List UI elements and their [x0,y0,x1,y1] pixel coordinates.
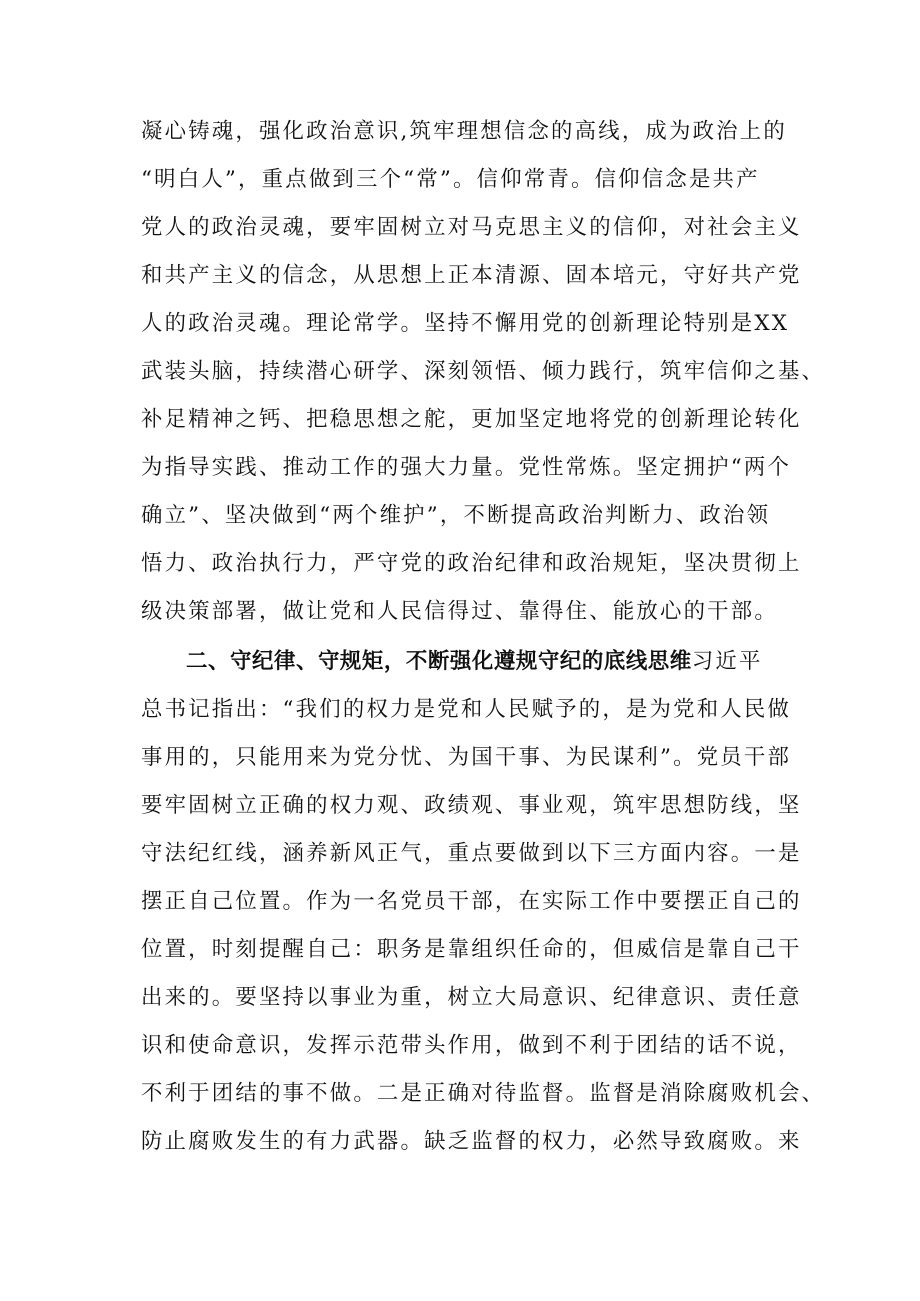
body-text-line: 不利于团结的事不做。二是正确对待监督。监督是消除腐败机会、 [141,1081,826,1106]
body-text-line: 事用的，只能用来为党分忧、为国干事、为民谋利”。党员干部 [141,745,792,770]
body-text-line: 人的政治灵魂。理论常学。坚持不懈用党的创新理论特别是XX [141,311,790,336]
body-text-line: 级决策部署，做让党和人民信得过、靠得住、能放心的干部。 [141,599,778,624]
section-heading-line [186,644,786,680]
body-text-line: 党人的政治灵魂，要牢固树立对马克思主义的信仰，对社会主义 [141,215,802,240]
body-text-line: 武装头脑，持续潜心研学、深刻领悟、倾力践行，筑牢信仰之基、 [141,359,826,384]
body-text-line: 识和使命意识，发挥示范带头作用，做到不利于团结的话不说， [141,1033,802,1058]
body-text-line: 守法纪红线，涵养新风正气，重点要做到以下三方面内容。一是 [141,841,802,866]
body-text-line: 位置，时刻提醒自己：职务是靠组织任命的，但威信是靠自己干 [141,937,802,962]
body-text-line: 补足精神之钙、把稳思想之舵，更加坚定地将党的创新理论转化 [141,407,802,432]
body-text-line: “明白人”，重点做到三个“常”。信仰常青。信仰信念是共产 [141,167,760,192]
body-text-line: 和共产主义的信念，从思想上正本清源、固本培元，守好共产党 [141,263,802,288]
body-text-line: 为指导实践、推动工作的强大力量。党性常炼。坚定拥护“两个 [141,455,792,480]
section-heading: 二、守纪律、守规矩，不断强化遵规守纪的底线思维 [186,649,692,674]
body-text-line: 确立”、坚决做到“两个维护”，不断提高政治判断力、政治领 [141,503,771,528]
body-text-line: 出来的。要坚持以事业为重，树立大局意识、纪律意识、责任意 [141,985,802,1010]
body-text-line: 摆正自己位置。作为一名党员干部，在实际工作中要摆正自己的 [141,889,802,914]
body-text-line: 防止腐败发生的有力武器。缺乏监督的权力，必然导致腐败。来 [141,1129,802,1154]
body-text-line: 凝心铸魂，强化政治意识,筑牢理想信念的高线，成为政治上的 [141,119,787,144]
section-heading-tail: 习近平 [691,649,763,674]
body-text-line: 悟力、政治执行力，严守党的政治纪律和政治规矩，坚决贯彻上 [141,551,802,576]
body-text-line: 要牢固树立正确的权力观、政绩观、事业观，筑牢思想防线，坚 [141,793,802,818]
body-text-line: 总书记指出：“我们的权力是党和人民赋予的，是为党和人民做 [141,697,792,722]
